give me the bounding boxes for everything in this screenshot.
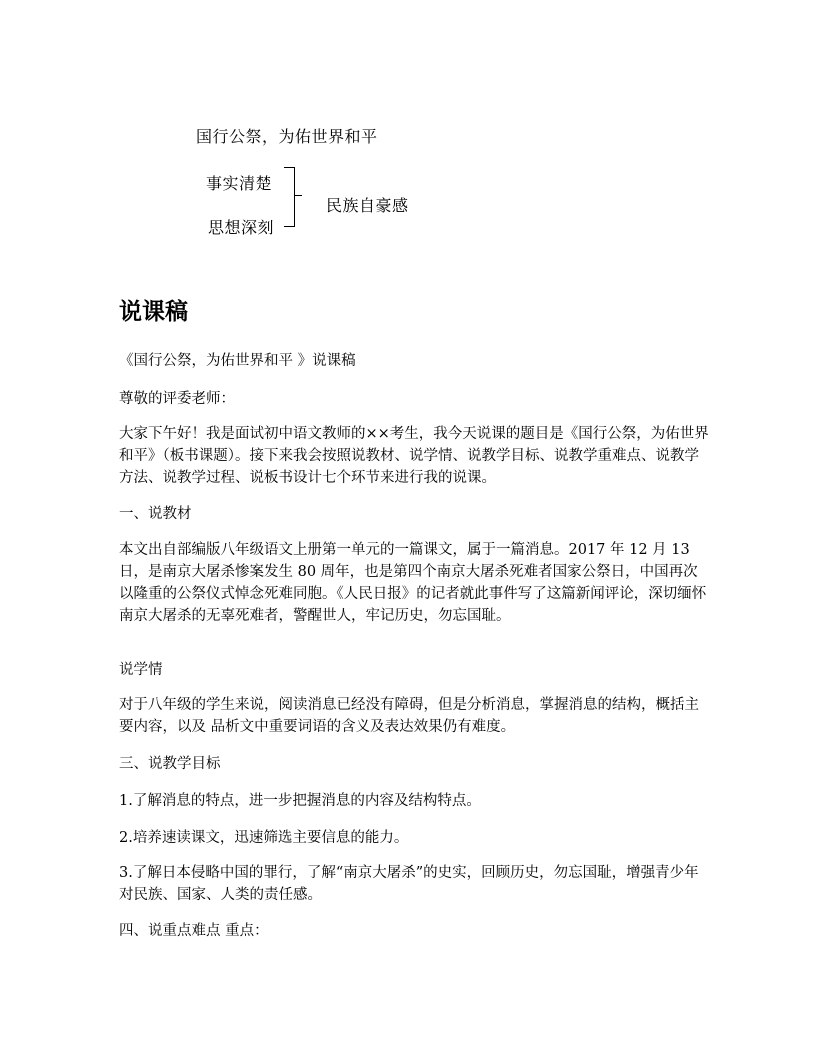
goal-item-3: 3.了解日本侵略中国的罪行，了解“南京大屠杀”的史实，回顾历史，勿忘国耻，增强青少年对民族、国家、人类的责任感。 — [119, 865, 699, 903]
board-left-line-2: 思想深刻 — [208, 218, 275, 237]
board-bracket — [284, 167, 295, 227]
paragraph-material: 本文出自部编版八年级语文上册第一单元的一篇课文，属于一篇消息。2017 年 12 月 13 日，是南京大屠杀惨案发生 80 周年，也是第四个南京大屠杀死难者国家公祭日，中国再次以隆重的公祭仪式悼念死难同胞。《人民日报》的记者就此事件写了这篇新闻评论，深切缅怀南京大屠杀的无辜死难者，警醒世人，牢记历史，勿忘国耻。 — [119, 542, 707, 624]
section-heading-goals: 三、说教学目标 — [119, 756, 221, 772]
goal-item-2: 2.培养速读课文，迅速筛选主要信息的能力。 — [119, 830, 409, 846]
goal-item-1: 1.了解消息的特点，进一步把握消息的内容及结构特点。 — [119, 793, 481, 809]
paragraph-title: 《国行公祭，为佑世界和平 》说课稿 — [119, 353, 356, 369]
board-title: 国行公祭，为佑世界和平 — [196, 127, 378, 146]
paragraph-greeting: 尊敬的评委老师： — [119, 391, 235, 407]
paragraph-intro: 大家下午好！我是面试初中语文教师的××考生，我今天说课的题目是《国行公祭，为佑世界和平》（板书课题）。接下来我会按照说教材、说学情、说教学目标、说教学重难点、说教学方法、说教学过程、说板书设计七个环节来进行我的说课。 — [119, 426, 709, 486]
board-right-text: 民族自豪感 — [326, 196, 409, 215]
page-heading: 说课稿 — [119, 299, 188, 325]
section-heading-material: 一、说教材 — [119, 506, 192, 522]
section-heading-students: 说学情 — [119, 662, 163, 678]
paragraph-students: 对于八年级的学生来说，阅读消息已经没有障碍，但是分析消息，掌握消息的结构，概括主要内容，以及 品析文中重要词语的含义及表达效果仍有难度。 — [119, 697, 699, 735]
board-left-line-1: 事实清楚 — [206, 174, 273, 193]
section-heading-key-points: 四、说重点难点 重点： — [119, 923, 269, 939]
board-bracket-tick — [295, 195, 302, 196]
